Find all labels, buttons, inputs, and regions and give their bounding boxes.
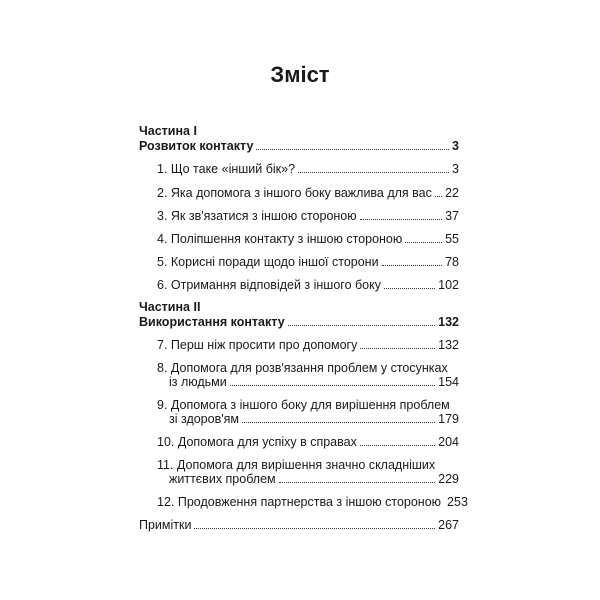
dot-leader	[360, 219, 442, 220]
toc-entry-12	[157, 495, 468, 509]
toc-entry-12-title: 12. Продовження партнерства з іншою стороною	[157, 495, 442, 509]
dot-leader	[435, 196, 442, 197]
toc-entry-8-title-line1: 8. Допомога для розв'язання проблем у стосунках	[157, 361, 448, 375]
toc-entry-11	[169, 472, 459, 486]
toc-entry-2	[157, 186, 459, 200]
dot-leader	[279, 482, 436, 483]
toc-entry-6-title: 6. Отримання відповідей з іншого боку	[157, 278, 381, 292]
toc-entry-2-page: 22	[445, 186, 459, 200]
part2-heading: Використання контакту	[139, 315, 285, 329]
toc-entry-4-page: 55	[445, 232, 459, 246]
toc-entry-12-page: 253	[447, 495, 468, 509]
dot-leader	[288, 325, 435, 326]
toc-entry-6	[157, 278, 459, 292]
part2-label: Частина II	[139, 300, 201, 314]
notes-title: Примітки	[139, 518, 192, 532]
toc-entry-9	[169, 412, 459, 426]
toc-entry-1-title: 1. Що таке «інший бік»?	[157, 162, 296, 176]
dot-leader	[194, 528, 435, 529]
toc-entry-5	[157, 255, 459, 269]
toc-entry-1-page: 3	[452, 162, 459, 176]
part1-heading-entry	[139, 139, 459, 153]
toc-entry-9-title-line2: зі здоров'ям	[169, 412, 239, 426]
toc-entry-11-title-line2: життєвих проблем	[169, 472, 276, 486]
dot-leader	[298, 172, 449, 173]
toc-entry-11-title-line1: 11. Допомога для вирішення значно складніших	[157, 458, 436, 472]
dot-leader	[360, 445, 435, 446]
toc-entry-5-title: 5. Корисні поради щодо іншої сторони	[157, 255, 379, 269]
part1-heading: Розвиток контакту	[139, 139, 254, 153]
dot-leader	[382, 265, 443, 266]
toc-entry-notes	[139, 518, 459, 532]
toc-entry-4	[157, 232, 459, 246]
toc-entry-7	[157, 338, 459, 352]
toc-entry-9-title-line1: 9. Допомога з іншого боку для вирішення проблем	[157, 398, 450, 412]
part1-label: Частина I	[139, 124, 197, 138]
toc-entry-8	[169, 375, 459, 389]
toc-entry-11-page: 229	[438, 472, 459, 486]
dot-leader	[230, 385, 435, 386]
part2-heading-page: 132	[438, 315, 459, 329]
toc-entry-3-title: 3. Як зв'язатися з іншою стороною	[157, 209, 357, 223]
toc-entry-6-page: 102	[438, 278, 459, 292]
toc-entry-9-page: 179	[438, 412, 459, 426]
toc-entry-7-title: 7. Перш ніж просити про допомогу	[157, 338, 358, 352]
toc-entry-7-page: 132	[438, 338, 459, 352]
dot-leader	[256, 149, 449, 150]
dot-leader	[384, 288, 435, 289]
toc-entry-10	[157, 435, 459, 449]
toc-entry-1	[157, 162, 459, 176]
toc-entry-8-page: 154	[438, 375, 459, 389]
toc-entry-3	[157, 209, 459, 223]
dot-leader	[405, 242, 442, 243]
toc-entry-8-title-line2: із людьми	[169, 375, 227, 389]
toc-entry-3-page: 37	[445, 209, 459, 223]
toc-entry-5-page: 78	[445, 255, 459, 269]
dot-leader	[242, 422, 435, 423]
part1-heading-page: 3	[452, 139, 459, 153]
notes-page: 267	[438, 518, 459, 532]
dot-leader	[360, 348, 435, 349]
part2-heading-entry	[139, 315, 459, 329]
toc-entry-4-title: 4. Поліпшення контакту з іншою стороною	[157, 232, 403, 246]
toc-entry-2-title: 2. Яка допомога з іншого боку важлива для вас	[157, 186, 432, 200]
toc-entry-10-title: 10. Допомога для успіху в справах	[157, 435, 357, 449]
page-title: Зміст	[270, 62, 330, 87]
toc-entry-10-page: 204	[438, 435, 459, 449]
